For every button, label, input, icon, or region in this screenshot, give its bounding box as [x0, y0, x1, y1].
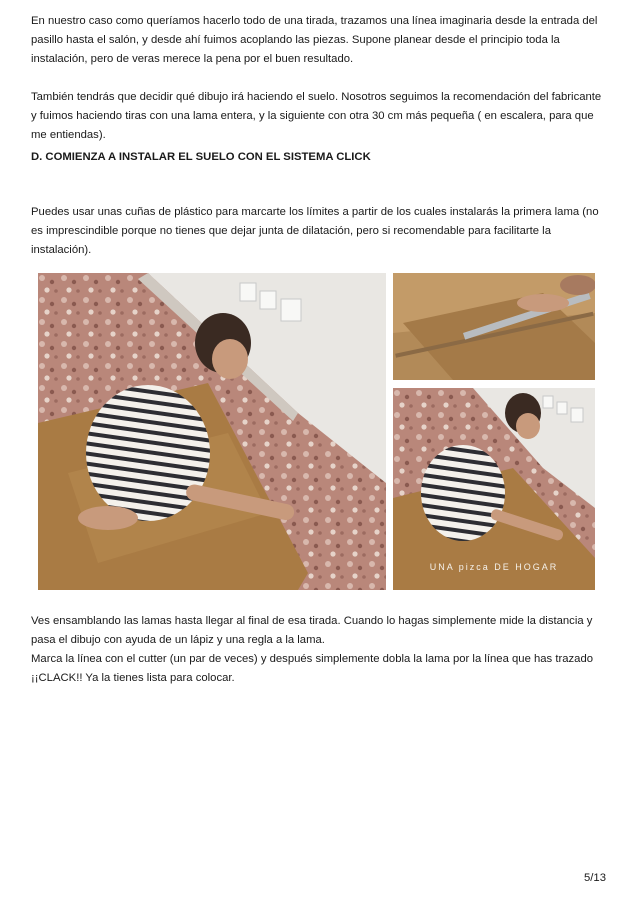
pattern-paragraph: También tendrás que decidir qué dibujo irá haciendo el suelo. Nosotros seguimos la recomendación del fabricante y fuimos haciendo tiras con una lama entera, y la siguiente con otra 30 cm más pequeña ( en escalera, para que me entiendas). [31, 91, 602, 141]
photo-kneeling-closeup [393, 388, 595, 590]
watermark: UNA pizca DE HOGAR [429, 562, 559, 572]
photo-cutter-ruler [393, 273, 595, 380]
wedges-paragraph: Puedes usar unas cuñas de plástico para marcarte los límites a partir de los cuales instalarás la primera lama (no es imprescindible porque no tienes que dejar junta de dilatación, pero si recomendable para facilitarte la instalación). [31, 206, 599, 256]
cutting-paragraph: Marca la línea con el cutter (un par de veces) y después simplemente dobla la lama por la línea que has trazado ¡¡CLACK!! Ya la tienes lista para colocar. [31, 653, 594, 684]
page-number: 5/13 [584, 872, 606, 884]
assembling-paragraph: Ves ensamblando las lamas hasta llegar al final de esa tirada. Cuando lo hagas simplemente mide la distancia y pasa el dibujo con ayuda de un lápiz y una regla a la lama. [31, 615, 593, 646]
photo-kneeling-installing [38, 273, 386, 590]
section-heading: D. COMIENZA A INSTALAR EL SUELO CON EL SISTEMA CLICK [31, 151, 371, 163]
intro-paragraph: En nuestro caso como queríamos hacerlo todo de una tirada, trazamos una línea imaginaria desde la entrada del pasillo hasta el salón, y desde ahí fuimos acoplando las piezas. Supone planear desde el principio toda la instalación, pero de veras merece la pena por el buen resultado. [31, 15, 598, 65]
